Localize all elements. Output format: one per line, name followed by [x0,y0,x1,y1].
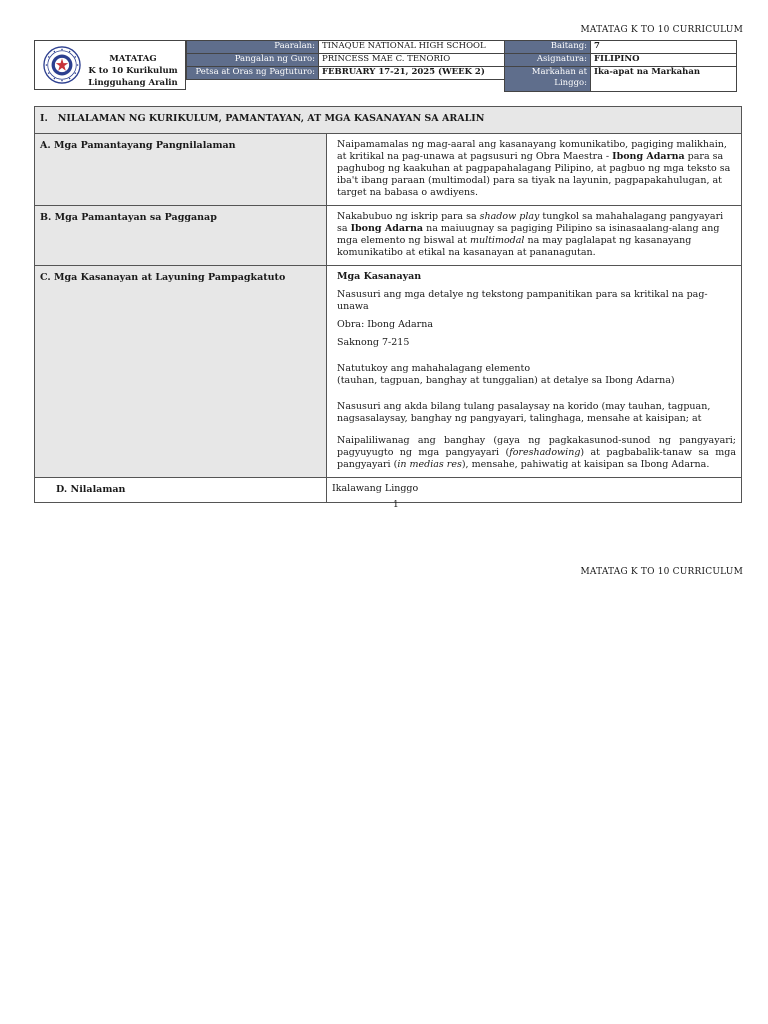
school-info-table [186,40,505,80]
table-row [35,266,742,478]
row-c-competency-4e: ), mensahe, pahiwatig at kaisipan sa Ibong Adarna. [461,459,710,470]
quarter-label: Markahan at Linggo: [505,67,591,92]
row-b-text-1: Nakabubuo ng iskrip para sa [337,211,480,222]
date-value: FEBRUARY 17-21, 2025 (WEEK 2) [319,67,505,80]
row-c-competency-3: Nasusuri ang akda bilang tulang pasalaysay na korido (may tauhan, tagpuan, nagsasalaysay, banghay ng pangyayari, talinghaga, mensahe at kaisipan; at [337,401,711,424]
date-label: Petsa at Oras ng Pagtuturo: [187,67,319,80]
grade-label: Baitang: [505,41,591,54]
row-b-content [327,206,742,266]
table-row [35,206,742,266]
logo-line-2: K to 10 Kurikulum [88,66,178,76]
lesson-header [34,40,736,90]
logo-title: MATATAG [109,54,157,64]
row-c-work: Obra: Ibong Adarna [337,319,433,330]
row-c-competency-1: Nasusuri ang mga detalye ng tekstong pampanitikan para sa kritikal na pag-unawa [337,289,708,312]
school-value: TINAQUE NATIONAL HIGH SCHOOL [319,41,505,54]
row-a-text-2: Ibong Adarna [612,151,685,162]
page-number: 1 [393,500,399,510]
deped-seal-icon [43,46,81,84]
row-a-label: A. Mga Pamantayang Pangnilalaman [35,134,327,206]
row-b-label: B. Mga Pamantayan sa Pagganap [35,206,327,266]
row-a-content [327,134,742,206]
quarter-value: Ika-apat na Markahan [591,67,737,92]
section-number: I. [40,113,48,124]
section-title: NILALAMAN NG KURIKULUM, PAMANTAYAN, AT MGA KASANAYAN SA ARALIN [57,113,485,124]
row-a-text-3: para sa paghubog ng kaakuhan at pagpapahalagang Pilipino, at pagbuo ng mga teksto sa iba't ibang paraan (multimodal) para sa tiyak na layunin, pagpapakahulugan, at target na babasa o awdiyens. [337,151,731,198]
row-b-text-4: Ibong Adarna [350,223,424,234]
row-b-text-6: multimodal [469,235,525,246]
class-info-table [504,40,737,92]
row-c-competency-4d: in medias res [397,459,462,470]
section-heading [35,107,742,134]
row-c-competency-4c: ) at pagbabalik-tanaw sa mga pangyayari ( [337,447,737,470]
row-b-text-5: na maiuugnay sa pagiging Pilipino sa isinasaalang-alang ang mga elemento ng biswal at [337,223,720,246]
subject-label: Asignatura: [505,54,591,67]
grade-value: 7 [591,41,737,54]
row-d-value: Ikalawang Linggo [327,478,742,503]
row-d-label-text: D. Nilalaman [56,484,126,495]
row-c-competency-2b: (tauhan, tagpuan, banghay at tunggalian) at detalye sa Ibong Adarna) [337,375,675,386]
row-c-content [327,266,742,478]
row-c-heading: Mga Kasanayan [337,271,422,282]
logo-text [83,53,183,89]
row-c-competency-4b: foreshadowing [509,447,581,458]
row-c-label: C. Mga Kasanayan at Layuning Pampagkatuto [35,266,327,478]
logo-box [34,40,186,90]
row-c-stanzas: Saknong 7-215 [337,337,410,348]
row-b-text-3: tungkol sa mahahalagang pangyayari sa [337,211,724,234]
row-a-text-1: Naipamamalas ng mag-aaral ang kasanayang komunikatibo, pagiging malikhain, at kritikal na pag-unawa at pagsusuri ng Obra Maestra - [337,139,727,162]
subject-value: FILIPINO [591,54,737,67]
logo-line-3: Lingguhang Aralin [88,78,178,88]
teacher-value: PRINCESS MAE C. TENORIO [319,54,505,67]
running-header: MATATAG K TO 10 CURRICULUM [580,25,743,35]
running-header-page-2: MATATAG K TO 10 CURRICULUM [580,567,743,577]
row-c-competency-2a: Natutukoy ang mahahalagang elemento [337,363,531,374]
table-row [35,134,742,206]
teacher-label: Pangalan ng Guro: [187,54,319,67]
curriculum-table [34,106,742,503]
row-b-text-2: shadow play [479,211,540,222]
table-row [35,478,742,503]
school-label: Paaralan: [187,41,319,54]
row-d-label [35,478,327,503]
row-b-text-7: na may paglalapat ng kasanayang komunikatibo at etikal na kasanayan at pananagutan. [337,235,692,258]
row-c-competency-4a: Naipaliliwanag ang banghay (gaya ng pagkakasunod-sunod ng pangyayari; pagyuyugto ng mga pangyayari ( [337,435,737,458]
